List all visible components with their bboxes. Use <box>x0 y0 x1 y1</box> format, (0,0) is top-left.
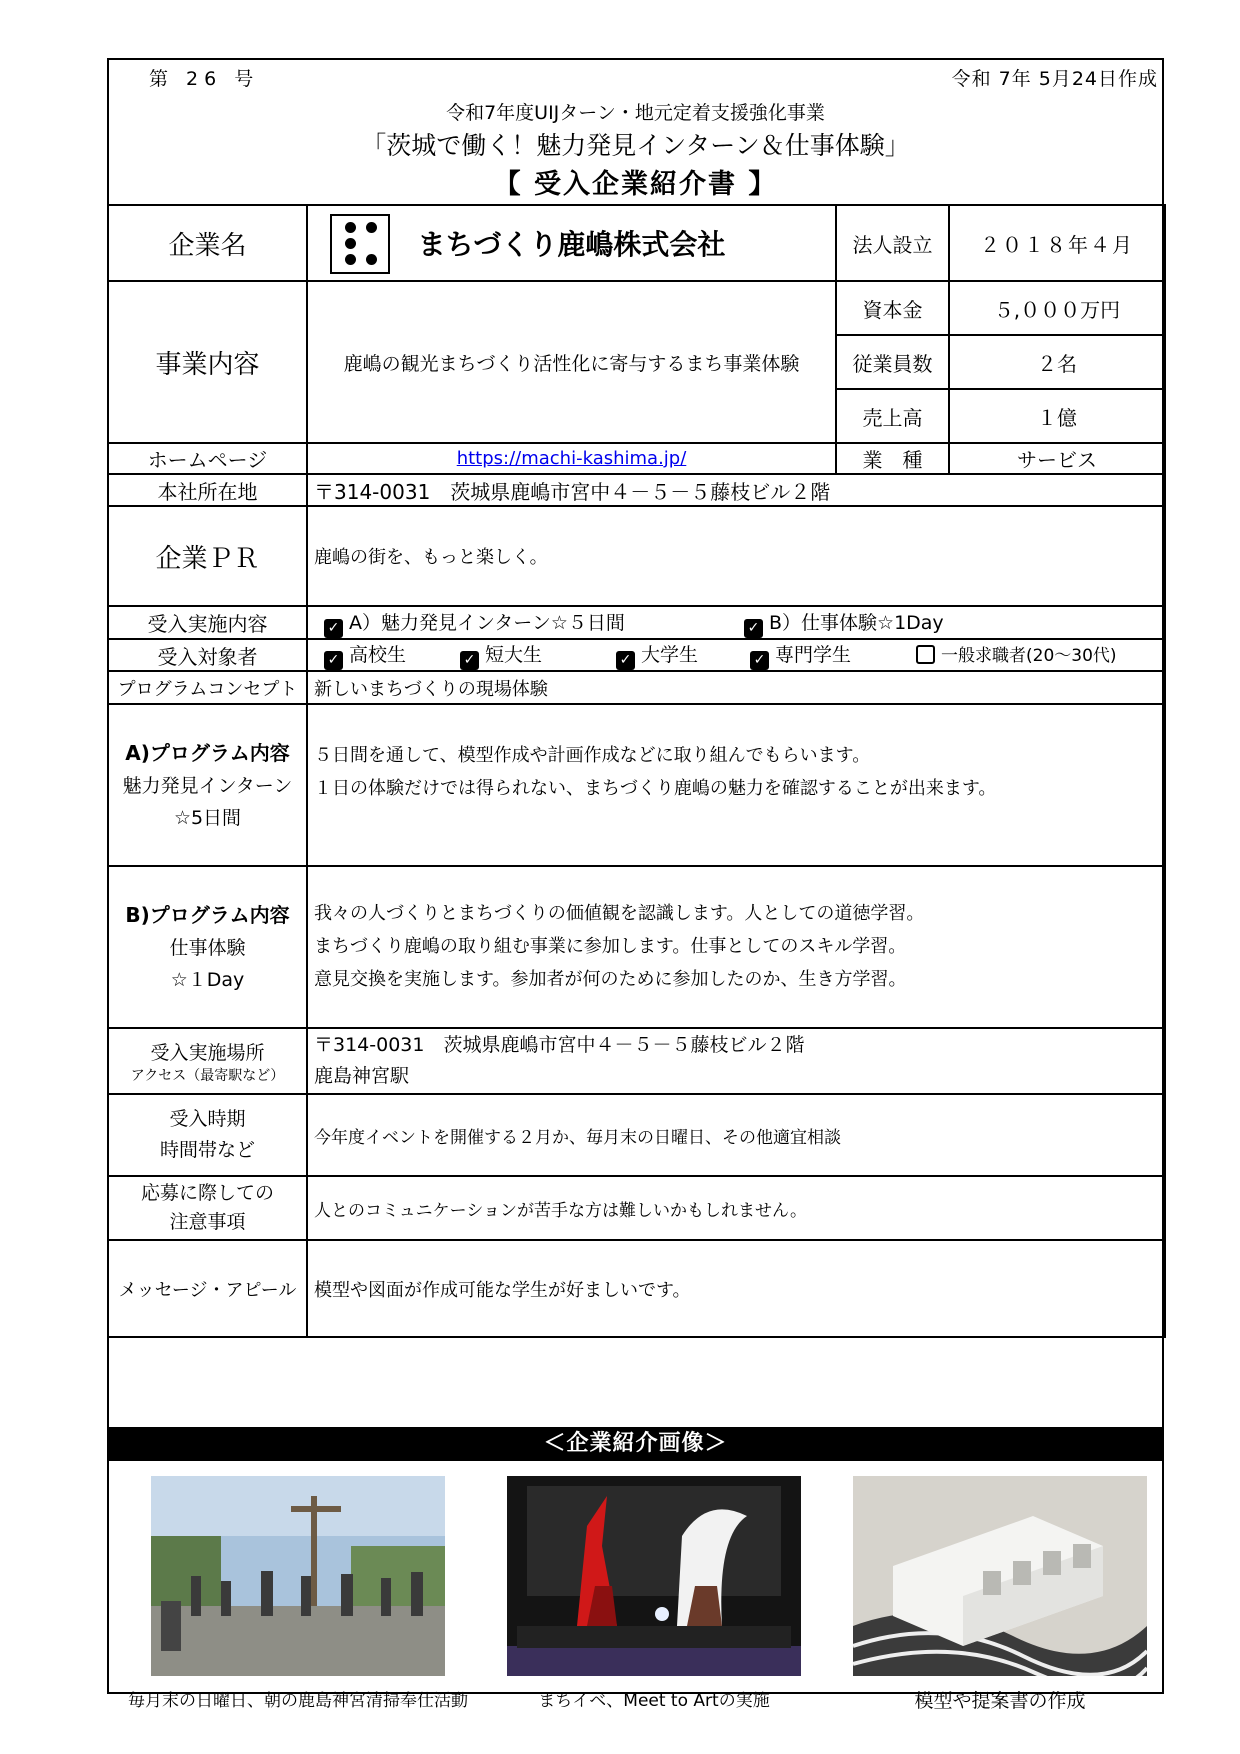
business-value: 鹿嶋の観光まちづくり活性化に寄与するまち事業体験 <box>307 281 836 443</box>
founded-value: ２０１８年４月 <box>949 205 1165 281</box>
program-a-sub1: 魅力発見インターン <box>122 774 293 797</box>
business-label: 事業内容 <box>108 281 307 443</box>
checkbox-checked-icon: ✓ <box>744 619 763 638</box>
homepage-label: ホームページ <box>108 443 307 474</box>
pr-label: 企業ＰＲ <box>108 506 307 606</box>
address-label: 本社所在地 <box>108 474 307 506</box>
access-label: アクセス（最寄駅など） <box>130 1067 285 1084</box>
checkbox-checked-icon: ✓ <box>324 651 343 670</box>
checkbox-unchecked-icon <box>916 645 935 664</box>
target-option-vocational[interactable]: ✓ 専門学生 <box>750 640 916 670</box>
program-b-line: 意見交換を実施します。参加者が何のために参加したのか、生き方学習。 <box>314 969 907 990</box>
company-logo-icon <box>330 214 390 274</box>
program-a-title: A)プログラム内容 <box>125 740 290 765</box>
photo-shrine-cleaning <box>151 1476 445 1676</box>
content-option-a[interactable]: ✓ A）魅力発見インターン☆５日間 <box>324 608 744 638</box>
program-a-sub2: ☆5日間 <box>173 806 242 829</box>
caption-model: 模型や提案書の作成 <box>914 1690 1086 1712</box>
capital-value: ５,０００万円 <box>949 281 1165 335</box>
caption-shrine-cleaning: 毎月末の日曜日、朝の鹿島神宮清掃奉仕活動 <box>128 1691 468 1711</box>
issue-number: 第 26 号 <box>149 68 260 90</box>
concept-label: プログラムコンセプト <box>108 671 307 704</box>
founded-label: 法人設立 <box>836 205 949 281</box>
industry-value: サービス <box>949 443 1165 474</box>
time-label: 受入時期 時間帯など <box>108 1094 307 1176</box>
place-value <box>307 1028 1165 1094</box>
checkbox-checked-icon: ✓ <box>460 651 479 670</box>
intro-sheet <box>107 58 1164 1712</box>
program-b-content <box>307 866 1165 1028</box>
document-title: 【 受入企業紹介書 】 <box>493 169 778 200</box>
program-name: 令和7年度UIJターン・地元定着支援強化事業 <box>446 102 825 124</box>
notes-value: 人とのコミュニケーションが苦手な方は難しいかもしれません。 <box>307 1176 1165 1240</box>
target-option-university[interactable]: ✓ 大学生 <box>616 640 750 670</box>
content-option-b[interactable]: ✓ B）仕事体験☆1Day <box>744 608 944 638</box>
industry-label: 業 種 <box>836 443 949 474</box>
company-name-cell <box>307 205 836 281</box>
creation-date: 令和 7年 5月24日作成 <box>951 68 1158 90</box>
checkbox-checked-icon: ✓ <box>750 651 769 670</box>
caption-art-event: まちイベ、Meet to Artの実施 <box>538 1691 770 1711</box>
place-label-main: 受入実施場所 <box>150 1041 265 1064</box>
program-a-label <box>108 704 307 866</box>
homepage-link[interactable]: https://machi-kashima.jp/ <box>456 448 687 469</box>
content-label: 受入実施内容 <box>108 606 307 639</box>
employees-label: 従業員数 <box>836 335 949 389</box>
sales-value: １億 <box>949 389 1165 443</box>
capital-label: 資本金 <box>836 281 949 335</box>
program-b-label <box>108 866 307 1028</box>
target-option-high-school[interactable]: ✓ 高校生 <box>324 640 460 670</box>
program-b-line: まちづくり鹿嶋の取り組む事業に参加します。仕事としてのスキル学習。 <box>314 936 907 957</box>
target-option-general[interactable]: 一般求職者(20～30代) <box>916 641 1117 666</box>
target-option-junior-college[interactable]: ✓ 短大生 <box>460 640 616 670</box>
company-info-table <box>107 204 1166 1338</box>
photo-architectural-model <box>853 1476 1147 1676</box>
nearest-station: 鹿島神宮駅 <box>314 1065 410 1087</box>
employees-value: ２名 <box>949 335 1165 389</box>
company-name-label: 企業名 <box>108 205 307 281</box>
message-value: 模型や図面が作成可能な学生が好ましいです。 <box>307 1240 1165 1337</box>
notes-label: 応募に際しての 注意事項 <box>108 1176 307 1240</box>
program-b-sub2: ☆１Day <box>170 968 245 991</box>
address-value: 〒314-0031 茨城県鹿嶋市宮中４－５－５藤枝ビル２階 <box>307 474 1165 506</box>
program-b-sub1: 仕事体験 <box>169 936 246 959</box>
time-value: 今年度イベントを開催する２月か、毎月末の日曜日、その他適宜相談 <box>307 1094 1165 1176</box>
target-label: 受入対象者 <box>108 639 307 671</box>
event-title: 「茨城で働く！魅力発見インターン＆仕事体験」 <box>361 131 910 160</box>
place-address: 〒314-0031 茨城県鹿嶋市宮中４－５－５藤枝ビル２階 <box>314 1034 805 1056</box>
program-b-title: B)プログラム内容 <box>125 902 290 927</box>
company-name: まちづくり鹿嶋株式会社 <box>417 228 726 261</box>
program-a-content <box>307 704 1165 866</box>
program-b-line: 我々の人づくりとまちづくりの価値観を認識します。人としての道徳学習。 <box>314 903 925 924</box>
concept-value: 新しいまちづくりの現場体験 <box>307 671 1165 704</box>
content-options <box>307 606 1165 639</box>
program-a-line: ５日間を通して、模型作成や計画作成などに取り組んでもらいます。 <box>314 745 871 766</box>
checkbox-checked-icon: ✓ <box>324 619 343 638</box>
gallery-title: ＜企業紹介画像＞ <box>107 1427 1164 1461</box>
sales-label: 売上高 <box>836 389 949 443</box>
pr-value: 鹿嶋の街を、もっと楽しく。 <box>307 506 1165 606</box>
program-a-line: １日の体験だけでは得られない、まちづくり鹿嶋の魅力を確認することが出来ます。 <box>314 778 997 799</box>
target-options <box>307 639 1165 671</box>
place-label <box>108 1028 307 1094</box>
photo-art-event <box>507 1476 801 1676</box>
message-label: メッセージ・アピール <box>108 1240 307 1337</box>
checkbox-checked-icon: ✓ <box>616 651 635 670</box>
